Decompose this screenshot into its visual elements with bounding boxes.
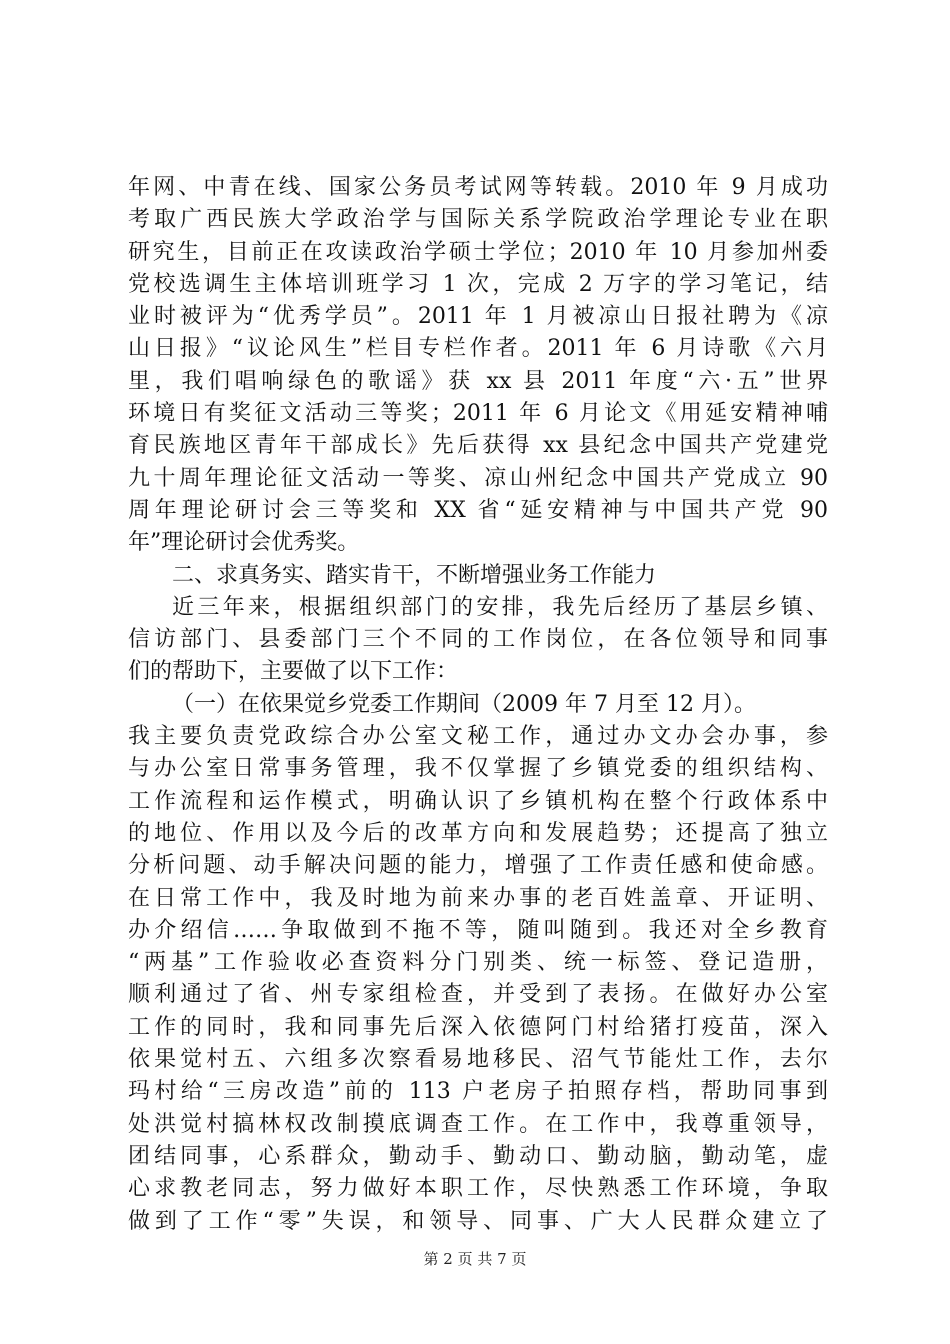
page-footer: 第 2 页 共 7 页 — [423, 1250, 527, 1268]
text-line: 党校选调生主体培训班学习 1 次，完成 2 万字的学习笔记，结 — [128, 271, 828, 297]
text-line: “两基”工作验收必查资料分门别类、统一标签、登记造册， — [128, 950, 828, 976]
text-line: 九十周年理论征文活动一等奖、凉山州纪念中国共产党成立 90 — [128, 465, 828, 491]
text-line: 处洪觉村搞林权改制摸底调查工作。在工作中，我尊重领导， — [128, 1111, 828, 1137]
text-line: 做到了工作“零”失误，和领导、同事、广大人民群众建立了 — [128, 1208, 828, 1234]
text-line: 育民族地区青年干部成长》先后获得 xx 县纪念中国共产党建党 — [128, 433, 828, 459]
text-line: 二、求真务实、踏实肯干，不断增强业务工作能力 — [172, 562, 657, 588]
text-line: 们的帮助下，主要做了以下工作： — [128, 659, 459, 685]
text-line: 分析问题、动手解决问题的能力，增强了工作责任感和使命感。 — [128, 853, 828, 879]
text-line: （一）在依果觉乡党委工作期间（2009 年 7 月至 12 月）。 — [172, 691, 756, 717]
text-line: 依果觉村五、六组多次察看易地移民、沼气节能灶工作，去尔 — [128, 1047, 828, 1073]
text-line: 玛村给“三房改造”前的 113 户老房子拍照存档，帮助同事到 — [128, 1079, 828, 1105]
text-line: 业时被评为“优秀学员”。2011 年 1 月被凉山日报社聘为《凉 — [128, 304, 828, 330]
text-line: 工作的同时，我和同事先后深入依德阿门村给猪打疫苗，深入 — [128, 1014, 828, 1040]
body-text — [128, 172, 828, 1238]
text-line: 年网、中青在线、国家公务员考试网等转载。2010 年 9 月成功 — [128, 175, 828, 200]
text-line: 顺利通过了省、州专家组检查，并受到了表扬。在做好办公室 — [128, 982, 828, 1008]
text-line: 考取广西民族大学政治学与国际关系学院政治学理论专业在职 — [128, 207, 828, 233]
text-line: 研究生，目前正在攻读政治学硕士学位；2010 年 10 月参加州委 — [128, 239, 828, 265]
text-line: 我主要负责党政综合办公室文秘工作，通过办文办会办事，参 — [128, 724, 828, 750]
text-line: 周年理论研讨会三等奖和 XX 省“延安精神与中国共产党 90 — [128, 497, 828, 523]
text-line: 近三年来，根据组织部门的安排，我先后经历了基层乡镇、 — [172, 594, 828, 620]
text-line: 信访部门、县委部门三个不同的工作岗位，在各位领导和同事 — [128, 627, 828, 653]
text-line: 工作流程和运作模式，明确认识了乡镇机构在整个行政体系中 — [128, 788, 828, 814]
text-line: 里，我们唱响绿色的歌谣》获 xx 县 2011 年度“六·五”世界 — [128, 368, 828, 394]
text-line: 的地位、作用以及今后的改革方向和发展趋势；还提高了独立 — [128, 820, 828, 846]
text-line: 年”理论研讨会优秀奖。 — [128, 530, 360, 556]
text-line: 环境日有奖征文活动三等奖；2011 年 6 月论文《用延安精神哺 — [128, 401, 828, 427]
text-line: 与办公室日常事务管理，我不仅掌握了乡镇党委的组织结构、 — [128, 756, 828, 782]
text-line: 在日常工作中，我及时地为前来办事的老百姓盖章、开证明、 — [128, 885, 828, 911]
text-line: 山日报》“议论风生”栏目专栏作者。2011 年 6 月诗歌《六月 — [128, 336, 828, 362]
text-line: 办介绍信……争取做到不拖不等，随叫随到。我还对全乡教育 — [128, 917, 828, 943]
text-line: 团结同事，心系群众，勤动手、勤动口、勤动脑，勤动笔，虚 — [128, 1143, 828, 1169]
text-line: 心求教老同志，努力做好本职工作，尽快熟悉工作环境，争取 — [128, 1176, 828, 1202]
